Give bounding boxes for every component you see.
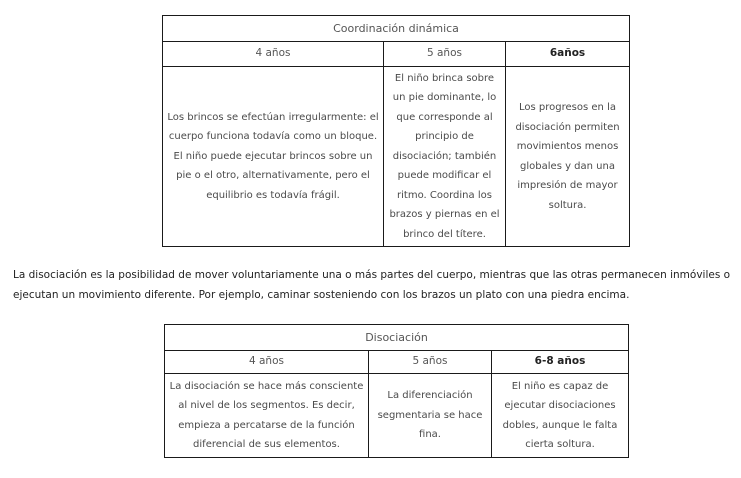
- table-title: Coordinación dinámica: [163, 16, 630, 42]
- age-header-5: 5 años: [369, 351, 492, 374]
- cell-4-anos: La disociación se hace más consciente al nivel de los segmentos. Es decir, empieza a percatarse de la función diferencial de sus elementos.: [165, 374, 369, 458]
- age-header-4: 4 años: [165, 351, 369, 374]
- cell-6-anos: Los progresos en la disociación permiten movimientos menos globales y dan una impresión de mayor soltura.: [506, 67, 630, 247]
- age-header-5: 5 años: [384, 42, 506, 67]
- coordinacion-dinamica-table: [162, 15, 630, 247]
- disociacion-paragraph: La disociación es la posibilidad de mover voluntariamente una o más partes del cuerpo, mientras que las otras permanecen inmóviles o ejecutan un movimiento diferente. Por ejemplo, caminar sosteniendo con los brazos un plato con una piedra encima.: [13, 269, 731, 301]
- age-header-4: 4 años: [163, 42, 384, 67]
- cell-5-anos: El niño brinca sobre un pie dominante, lo que corresponde al principio de disociación; también puede modificar el ritmo. Coordina los brazos y piernas en el brinco del títere.: [384, 67, 506, 247]
- age-header-6-8: 6-8 años: [492, 351, 629, 374]
- age-header-6: 6años: [506, 42, 630, 67]
- cell-5-anos: La diferenciación segmentaria se hace fina.: [369, 374, 492, 458]
- table-title: Disociación: [165, 325, 629, 351]
- cell-6-8-anos: El niño es capaz de ejecutar disociaciones dobles, aunque le falta cierta soltura.: [492, 374, 629, 458]
- disociacion-table: [164, 324, 629, 458]
- cell-4-anos: Los brincos se efectúan irregularmente: el cuerpo funciona todavía como un bloque. El niño puede ejecutar brincos sobre un pie o el otro, alternativamente, pero el equilibrio es todavía frágil.: [163, 67, 384, 247]
